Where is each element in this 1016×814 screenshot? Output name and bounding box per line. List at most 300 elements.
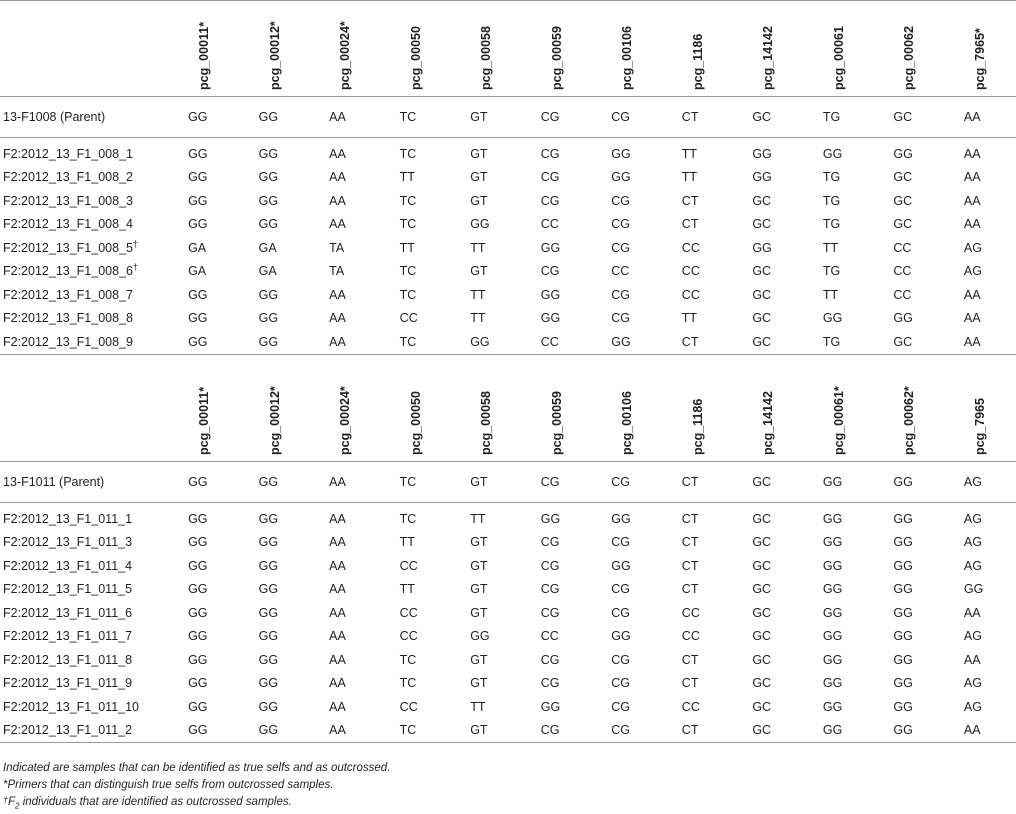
sample-name: F2:2012_13_F1_011_7 — [3, 629, 133, 644]
marker-header-cell — [188, 365, 259, 462]
header-corner-cell — [0, 0, 188, 97]
parent-row — [0, 462, 1016, 503]
genotype-cell: GG — [188, 217, 208, 232]
genotype-cell: GG — [893, 535, 913, 550]
table-row — [0, 719, 1016, 743]
marker-label: pcg_00011* — [197, 21, 212, 90]
marker-header-cell — [611, 0, 682, 97]
genotype-cell: TC — [399, 193, 417, 208]
marker-label: pcg_00062* — [902, 386, 917, 455]
genotype-cell: CG — [541, 719, 612, 743]
table-row — [0, 236, 1016, 260]
genotype-cell: CG — [540, 676, 560, 691]
marker-header-cell — [611, 365, 682, 462]
genotype-cell: GG — [188, 330, 259, 354]
genotype-cell: CG — [611, 240, 631, 255]
genotype-cell: GT — [470, 558, 488, 573]
genotype-cell: GG — [258, 558, 279, 573]
genotype-cell: GG — [188, 193, 208, 208]
genotype-cell: GG — [188, 146, 208, 161]
genotype-cell: TT — [681, 311, 698, 326]
header-row — [0, 0, 1016, 97]
genotype-cell: GC — [752, 719, 823, 743]
genotype-cell: GC — [893, 97, 964, 138]
genotype-cell: CC — [540, 629, 559, 644]
genotype-cell: GG — [188, 652, 208, 667]
genotype-cell: GG — [893, 719, 964, 743]
genotype-cell: GG — [893, 605, 913, 620]
genotype-cell: AG — [963, 511, 982, 526]
genotype-cell: GG — [823, 719, 894, 743]
genotype-cell: GG — [188, 605, 208, 620]
genotype-cell: CT — [681, 652, 699, 667]
table-row — [0, 507, 1016, 531]
marker-label: pcg_00050 — [408, 26, 423, 90]
genotype-cell: AA — [329, 676, 346, 691]
sample-name-cell — [0, 695, 188, 719]
genotype-cell: CT — [681, 217, 699, 232]
genotype-cell: CG — [611, 193, 631, 208]
marker-label: pcg_00024* — [338, 386, 353, 455]
genotype-cell: GC — [893, 330, 964, 354]
marker-header-cell — [400, 365, 471, 462]
genotype-cell: GG — [893, 582, 913, 597]
genotype-cell: CC — [681, 629, 700, 644]
genotype-cell: CT — [681, 193, 699, 208]
genotype-cell: TC — [399, 217, 417, 232]
sample-name: F2:2012_13_F1_011_10 — [3, 699, 139, 714]
genotype-cell: TT — [470, 511, 486, 526]
genotype-table-section-1 — [0, 0, 1016, 355]
genotype-cell: GG — [823, 462, 894, 503]
genotype-cell: GG — [188, 629, 208, 644]
table-row — [0, 531, 1016, 555]
genotype-cell: GG — [188, 511, 208, 526]
genotype-cell: CG — [611, 652, 631, 667]
genotype-cell: CT — [682, 330, 753, 354]
genotype-cell: TT — [822, 240, 839, 255]
marker-header-cell — [259, 0, 330, 97]
genotype-cell: CG — [611, 311, 631, 326]
marker-label: pcg_00059 — [549, 391, 564, 455]
genotype-cell: GG — [611, 146, 631, 161]
genotype-cell: CG — [611, 287, 631, 302]
genotype-cell: AA — [964, 719, 1016, 743]
marker-label: pcg_00059 — [549, 26, 564, 90]
genotype-cell: GC — [752, 699, 772, 714]
genotype-cell: TT — [822, 287, 839, 302]
genotype-cell: AA — [329, 605, 346, 620]
genotype-cell: CC — [611, 264, 630, 279]
genotype-cell: CT — [681, 676, 699, 691]
sample-name-cell — [0, 531, 188, 555]
genotype-cell: CC — [681, 264, 700, 279]
genotype-cell: GT — [470, 97, 541, 138]
genotype-cell: CT — [682, 462, 753, 503]
marker-label: pcg_14142 — [761, 26, 776, 90]
sample-name: F2:2012_13_F1_008_8 — [3, 311, 133, 326]
sample-name-cell — [0, 554, 188, 578]
genotype-cell: AG — [963, 240, 982, 255]
genotype-cell: GT — [470, 535, 488, 550]
sample-name-cell — [0, 142, 188, 166]
sample-name: F2:2012_13_F1_008_3 — [3, 193, 133, 208]
genotype-cell: TC — [400, 719, 471, 743]
genotype-cell: GC — [752, 217, 772, 232]
sample-name: F2:2012_13_F1_011_6 — [3, 605, 133, 620]
genotype-cell: GC — [752, 311, 772, 326]
genotype-cell: GG — [258, 629, 279, 644]
genotype-cell: GG — [822, 582, 843, 597]
genotype-cell: CG — [611, 462, 682, 503]
sample-name: F2:2012_13_F1_011_5 — [3, 582, 133, 597]
sample-name-cell — [0, 213, 188, 237]
marker-header-cell — [400, 0, 471, 97]
genotype-cell: GA — [188, 240, 207, 255]
genotype-cell: GG — [963, 582, 984, 597]
genotype-cell: TT — [681, 146, 698, 161]
genotype-cell: CG — [611, 605, 631, 620]
genotype-cell: GG — [822, 558, 843, 573]
genotype-cell: CT — [682, 719, 753, 743]
genotype-cell: GG — [893, 699, 913, 714]
genotype-cell: GG — [259, 97, 330, 138]
genotype-cell: CC — [681, 287, 700, 302]
genotype-cell: GC — [893, 193, 913, 208]
table-row — [0, 307, 1016, 331]
genotype-cell: GA — [188, 264, 207, 279]
genotype-cell: GC — [752, 629, 772, 644]
marker-label: pcg_00058 — [479, 26, 494, 90]
genotype-cell: TG — [823, 97, 894, 138]
sample-name-cell — [0, 236, 188, 260]
genotype-cell: GG — [470, 629, 490, 644]
genotype-cell: TT — [399, 582, 415, 597]
genotype-cell: GG — [822, 311, 843, 326]
genotype-cell: AA — [329, 193, 346, 208]
footnote-line-1: Indicated are samples that can be identified as true selfs and as outcrossed. — [3, 762, 391, 774]
genotype-cell: GG — [822, 629, 843, 644]
genotype-cell: AA — [329, 652, 346, 667]
genotype-cell: GG — [611, 629, 631, 644]
genotype-cell: CG — [611, 217, 631, 232]
genotype-cell: GG — [258, 170, 279, 185]
genotype-cell: GG — [611, 511, 631, 526]
genotype-cell: TC — [400, 462, 471, 503]
genotype-cell: GC — [752, 676, 772, 691]
genotype-cell: GT — [470, 605, 488, 620]
marker-label: pcg_1186 — [690, 398, 705, 455]
marker-header-cell — [188, 0, 259, 97]
genotype-cell: AA — [329, 146, 346, 161]
genotype-cell: CG — [540, 558, 560, 573]
genotype-cell: AA — [963, 287, 981, 302]
genotype-cell: GG — [188, 699, 208, 714]
sample-name-cell — [0, 578, 188, 602]
genotype-cell: GG — [188, 582, 208, 597]
sample-name: F2:2012_13_F1_008_2 — [3, 170, 133, 185]
genotype-cell: GG — [188, 287, 208, 302]
footnote-line-2: *Primers that can distinguish true selfs from outcrossed samples. — [3, 779, 334, 791]
marker-header-cell — [259, 365, 330, 462]
genotype-cell: GG — [258, 217, 279, 232]
genotype-cell: TG — [822, 264, 841, 279]
genotype-cell: TG — [823, 330, 894, 354]
genotype-cell: TT — [399, 240, 415, 255]
genotype-cell: GT — [470, 170, 488, 185]
marker-label: pcg_00058 — [479, 391, 494, 455]
genotype-cell: GT — [470, 676, 488, 691]
genotype-cell: GG — [258, 311, 279, 326]
genotype-cell: AG — [963, 699, 982, 714]
table-row — [0, 648, 1016, 672]
genotype-cell: CC — [541, 330, 612, 354]
genotype-cell: CT — [681, 511, 699, 526]
genotype-cell: CG — [611, 719, 682, 743]
dagger-mark: † — [3, 795, 9, 805]
marker-header-cell — [823, 365, 894, 462]
table-row — [0, 601, 1016, 625]
genotype-cell: TC — [399, 511, 417, 526]
sample-name-cell — [0, 507, 188, 531]
genotype-cell: AA — [964, 97, 1016, 138]
genotype-cell: GG — [540, 240, 561, 255]
genotype-cell: GG — [752, 170, 772, 185]
genotype-cell: GG — [259, 330, 330, 354]
genotype-cell: TT — [399, 535, 415, 550]
genotype-cell: AA — [964, 330, 1016, 354]
genotype-cell: TC — [399, 146, 417, 161]
parent-row — [0, 97, 1016, 138]
genotype-cell: AG — [963, 676, 982, 691]
footnote-f-symbol: F — [8, 796, 16, 808]
genotype-cell: GG — [611, 558, 631, 573]
genotype-cell: AA — [329, 462, 400, 503]
marker-header-cell — [893, 365, 964, 462]
genotype-cell: CC — [399, 699, 418, 714]
genotype-cell: CG — [611, 699, 631, 714]
table-row — [0, 142, 1016, 166]
sample-name-cell — [0, 166, 188, 190]
footnote-f-subscript: 2 — [15, 801, 20, 811]
marker-label: pcg_00012* — [267, 21, 282, 90]
marker-header-cell — [470, 365, 541, 462]
table-row — [0, 578, 1016, 602]
genotype-cell: CC — [893, 240, 912, 255]
genotype-cell: GC — [752, 97, 823, 138]
genotype-cell: CG — [611, 582, 631, 597]
genotype-cell: GC — [752, 511, 772, 526]
genotype-cell: CT — [681, 535, 699, 550]
marker-header-cell — [470, 0, 541, 97]
genotype-cell: GG — [470, 217, 490, 232]
genotype-cell: TT — [681, 170, 698, 185]
genotype-cell: CG — [540, 146, 560, 161]
sample-name: F2:2012_13_F1_011_3 — [3, 535, 133, 550]
marker-label: pcg_00011* — [197, 386, 212, 455]
genotype-cell: TA — [329, 240, 345, 255]
table-row — [0, 283, 1016, 307]
genotype-cell: GG — [752, 146, 772, 161]
genotype-cell: GC — [752, 330, 823, 354]
marker-label: pcg_00024* — [338, 21, 353, 90]
genotype-cell: AA — [963, 193, 981, 208]
genotype-cell: GG — [893, 146, 913, 161]
outcross-mark: † — [132, 262, 138, 273]
genotype-cell: CC — [399, 605, 418, 620]
genotype-cell: GT — [470, 146, 488, 161]
genotype-cell: AA — [329, 629, 346, 644]
genotype-cell: TT — [470, 240, 486, 255]
genotype-cell: AA — [329, 511, 346, 526]
genotype-cell: GG — [540, 311, 561, 326]
marker-header-cell — [541, 0, 612, 97]
sample-name-cell — [0, 260, 188, 284]
genotype-cell: TG — [822, 217, 841, 232]
sample-name-cell — [0, 307, 188, 331]
genotype-cell: GC — [752, 605, 772, 620]
genotype-cell: AG — [963, 558, 982, 573]
genotype-cell: TT — [470, 699, 486, 714]
sample-name-cell — [0, 719, 188, 743]
marker-label: pcg_7965* — [972, 28, 987, 90]
table-row — [0, 213, 1016, 237]
genotype-cell: GG — [258, 535, 279, 550]
genotype-cell: GT — [470, 264, 488, 279]
genotype-cell: GT — [470, 652, 488, 667]
sample-name: F2:2012_13_F1_008_6 — [3, 264, 133, 279]
genotype-cell: AA — [963, 146, 981, 161]
table-row — [0, 166, 1016, 190]
sample-name-cell — [0, 283, 188, 307]
marker-label: pcg_1186 — [690, 33, 705, 90]
genotype-cell: CC — [681, 699, 700, 714]
marker-label: pcg_14142 — [761, 391, 776, 455]
genotype-cell: GT — [470, 193, 488, 208]
genotype-cell: AA — [329, 287, 346, 302]
genotype-cell: CC — [893, 264, 912, 279]
genotype-cell: TT — [399, 170, 415, 185]
sample-name-cell — [0, 648, 188, 672]
marker-label: pcg_00106 — [620, 391, 635, 455]
genotype-cell: GC — [752, 264, 772, 279]
genotype-cell: AA — [329, 97, 400, 138]
genotype-cell: CG — [540, 170, 560, 185]
sample-name: F2:2012_13_F1_011_9 — [3, 676, 133, 691]
genotype-cell: GG — [470, 330, 541, 354]
genotype-cell: GC — [752, 652, 772, 667]
marker-label: pcg_00050 — [408, 391, 423, 455]
sample-name: F2:2012_13_F1_011_1 — [3, 511, 133, 526]
sample-name: F2:2012_13_F1_011_2 — [3, 723, 133, 738]
sample-name-cell — [0, 672, 188, 696]
sample-name-cell — [0, 601, 188, 625]
genotype-cell: GG — [893, 652, 913, 667]
marker-header-cell — [964, 0, 1016, 97]
genotype-cell: GC — [752, 558, 772, 573]
marker-header-cell — [329, 0, 400, 97]
sample-name: F2:2012_13_F1_008_5 — [3, 240, 133, 255]
sample-name: F2:2012_13_F1_008_4 — [3, 217, 133, 232]
genotype-cell: GG — [258, 676, 279, 691]
genotype-cell: TC — [399, 287, 417, 302]
genotype-cell: GG — [259, 462, 330, 503]
genotype-cell: GG — [822, 146, 843, 161]
sample-name-cell — [0, 625, 188, 649]
table-row — [0, 695, 1016, 719]
genotype-cell: GA — [258, 240, 277, 255]
sample-name-cell — [0, 189, 188, 213]
genotype-cell: CG — [540, 264, 560, 279]
genotype-cell: GT — [470, 582, 488, 597]
genotype-cell: CC — [893, 287, 912, 302]
marker-label: pcg_00106 — [620, 26, 635, 90]
genotype-cell: GG — [611, 170, 631, 185]
genotype-cell: GG — [893, 311, 913, 326]
marker-header-cell — [682, 0, 753, 97]
genotype-cell: TC — [399, 264, 417, 279]
genotype-cell: GG — [893, 629, 913, 644]
genotype-cell: CG — [541, 97, 612, 138]
marker-label: pcg_00061 — [831, 26, 846, 90]
table-row — [0, 625, 1016, 649]
genotype-cell: AA — [329, 330, 400, 354]
genotype-cell: GG — [752, 240, 772, 255]
genotype-cell: AA — [329, 311, 346, 326]
genotype-cell: CG — [540, 193, 560, 208]
genotype-cell: AG — [964, 462, 1016, 503]
genotype-cell: CT — [681, 558, 699, 573]
genotype-cell: GG — [822, 535, 843, 550]
genotype-cell: GA — [258, 264, 277, 279]
genotype-cell: TA — [329, 264, 345, 279]
genotype-cell: AA — [329, 535, 346, 550]
footnote-line-3-text: individuals that are identified as outcrossed samples. — [19, 796, 292, 808]
genotype-cell: GT — [470, 462, 541, 503]
marker-header-cell — [823, 0, 894, 97]
sample-name: F2:2012_13_F1_008_9 — [3, 334, 133, 349]
genotype-cell: TC — [399, 652, 417, 667]
genotype-cell: GG — [822, 511, 843, 526]
genotype-cell: CT — [681, 582, 699, 597]
outcross-mark: † — [132, 238, 138, 249]
genotype-cell: GC — [752, 287, 772, 302]
genotype-cell: GC — [752, 462, 823, 503]
genotype-cell: TT — [470, 311, 486, 326]
header-corner-cell — [0, 365, 188, 462]
genotype-cell: GG — [258, 287, 279, 302]
genotype-cell: GG — [540, 287, 561, 302]
genotype-cell: TT — [470, 287, 486, 302]
genotype-cell: GG — [822, 676, 843, 691]
marker-label: pcg_7965 — [972, 398, 987, 455]
table-row — [0, 330, 1016, 354]
genotype-cell: AA — [329, 170, 346, 185]
genotype-cell: GG — [822, 605, 843, 620]
genotype-cell: GG — [258, 582, 279, 597]
sample-name: F2:2012_13_F1_008_1 — [3, 146, 133, 161]
genotype-cell: GG — [258, 699, 279, 714]
genotype-cell: TC — [400, 97, 471, 138]
genotype-cell: CC — [681, 605, 700, 620]
genotype-cell: GG — [258, 146, 279, 161]
genotype-cell: AA — [963, 311, 981, 326]
genotype-cell: GG — [188, 558, 208, 573]
genotype-cell: GG — [259, 719, 330, 743]
genotype-cell: CC — [399, 311, 418, 326]
table-row — [0, 672, 1016, 696]
genotype-cell: AA — [963, 217, 981, 232]
